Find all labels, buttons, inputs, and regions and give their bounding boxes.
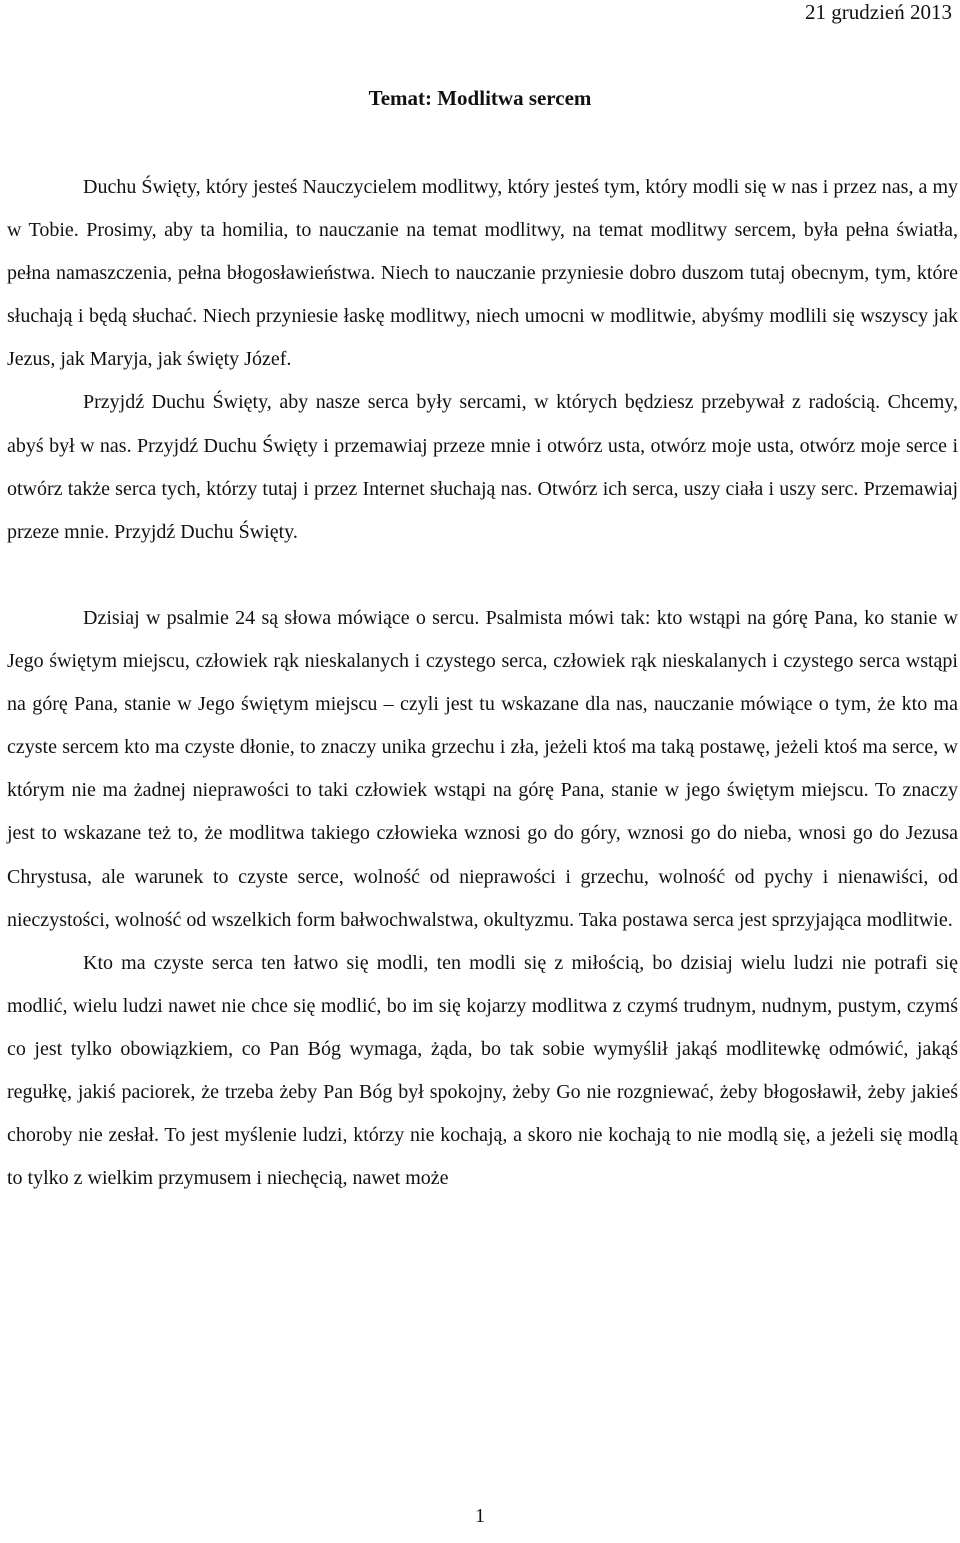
page-number: 1	[475, 1505, 485, 1527]
document-body	[7, 166, 958, 1200]
document-title: Temat: Modlitwa sercem	[368, 86, 592, 110]
paragraph-invocation: Duchu Święty, który jesteś Nauczycielem modlitwy, który jesteś tym, który modli się w nas i przez nas, a my w Tobie. Prosimy, aby ta homilia, to nauczanie na temat modlitwy, na temat modlitwy sercem, była pełna światła, pełna namaszczenia, pełna błogosławieństwa. Niech to nauczanie przyniesie dobro duszom tutaj obecnym, tym, które słuchają i będą słuchać. Niech przyniesie łaskę modlitwy, niech umocni w modlitwie, abyśmy modlili się wszyscy jak Jezus, jak Maryja, jak święty Józef.	[7, 176, 958, 371]
paragraph-pure-heart: Kto ma czyste serca ten łatwo się modli, ten modli się z miłością, bo dzisiaj wielu ludzi nie potrafi się modlić, wielu ludzi nawet nie chce się modlić, bo im się kojarzy modlitwa z czymś trudnym, nudnym, pustym, czymś co jest tylko obowiązkiem, co Pan Bóg wymaga, żąda, bo tak sobie wymyślił jakąś modlitewkę odmówić, jakąś regułkę, jakiś paciorek, że trzeba żeby Pan Bóg był spokojny, żeby Go nie rozgniewać, żeby błogosławił, żeby jakieś choroby nie zesłał. To jest myślenie ludzi, którzy nie kochają, a skoro nie kochają to nie modlą się, a jeżeli się modlą to tylko z wielkim przymusem i niechęcią, nawet może	[7, 951, 958, 1190]
document-date: 21 grudzień 2013	[805, 0, 952, 24]
paragraph-psalm: Dzisiaj w psalmie 24 są słowa mówiące o sercu. Psalmista mówi tak: kto wstąpi na górę Pana, ko stanie w Jego świętym miejscu, człowiek rąk nieskalanych i czystego serca, człowiek rąk nieskalanych i czystego serca wstąpi na górę Pana, stanie w Jego świętym miejscu – czyli jest tu wskazane dla nas, nauczanie mówiące o tym, że kto ma czyste sercem kto ma czyste dłonie, to znaczy unika grzechu i zła, jeżeli ktoś ma taką postawę, jeżeli ktoś ma serce, w którym nie ma żadnej nieprawości to taki człowiek wstąpi na górę Pana, stanie w jego świętym miejscu. To znaczy jest to wskazane też to, że modlitwa takiego człowieka wznosi go do góry, wznosi go do nieba, wnosi go do Jezusa Chrystusa, ale warunek to czyste serce, wolność od nieprawości i grzechu, wolność od pychy i nienawiści, od nieczystości, wolność od wszelkich form bałwochwalstwa, okultyzmu. Taka postawa serca jest sprzyjająca modlitwie.	[7, 606, 958, 931]
paragraph-prayer: Przyjdź Duchu Święty, aby nasze serca były sercami, w których będziesz przebywał z radością. Chcemy, abyś był w nas. Przyjdź Duchu Święty i przemawiaj przeze mnie i otwórz usta, otwórz moje usta, otwórz moje serce i otwórz także serca tych, którzy tutaj i przez Internet słuchają nas. Otwórz ich serca, uszy ciała i uszy serc. Przemawiaj przeze mnie. Przyjdź Duchu Święty.	[7, 391, 958, 543]
